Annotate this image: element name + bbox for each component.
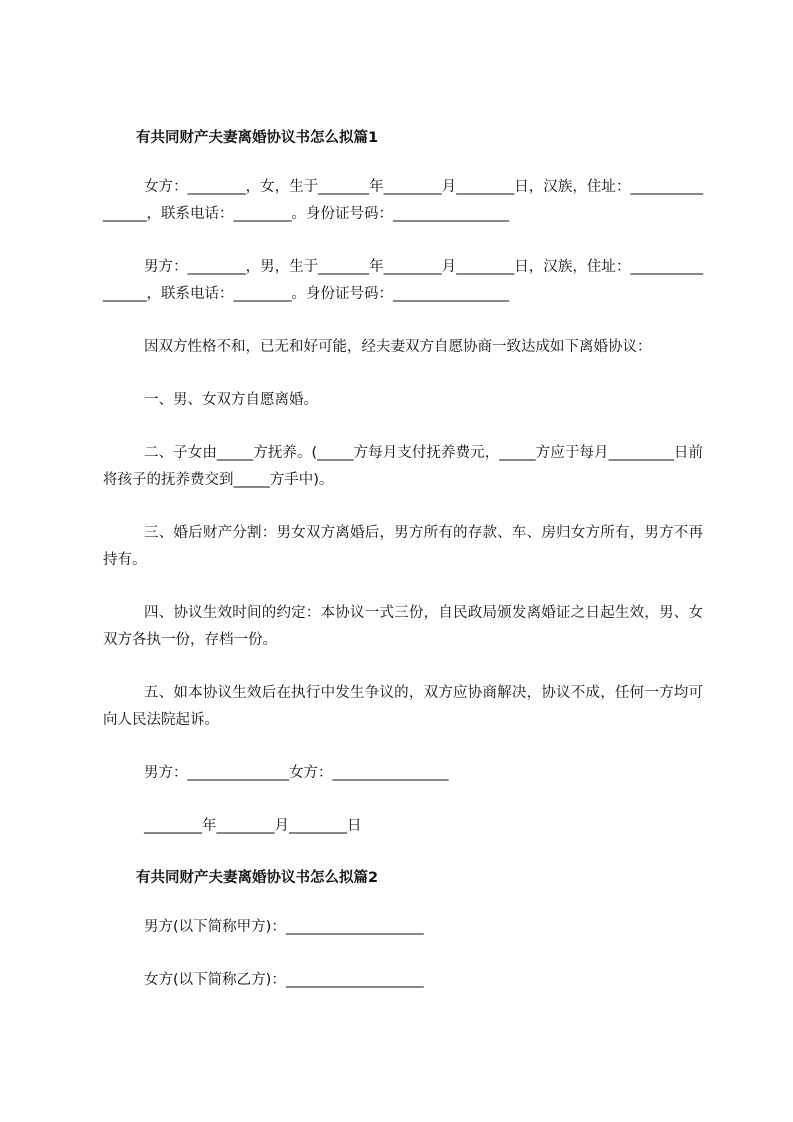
date-line: ________年________月________日 bbox=[144, 818, 362, 834]
party-b-line: 女方(以下简称乙方)：___________________ bbox=[144, 972, 424, 988]
clause-5-disputes: 五、如本协议生效后在执行中发生争议的，双方应协商解决，协议不成，任何一方均可向人民法院起诉。 bbox=[103, 685, 703, 728]
clause-4-effective-date: 四、协议生效时间的约定：本协议一式三份，自民政局颁发离婚证之日起生效，男、女双方各执一份，存档一份。 bbox=[103, 605, 703, 648]
male-party-info: 男方：________，男，生于_______年________月________日，汉族，住址：________________，联系电话：________。身份证号码：________________ bbox=[103, 259, 703, 302]
signature-line: 男方：______________女方：________________ bbox=[144, 765, 449, 781]
clause-3-property-division: 三、婚后财产分割：男女双方离婚后，男方所有的存款、车、房归女方所有，男方不再持有。 bbox=[103, 525, 703, 568]
section-2-title: 有共同财产夫妻离婚协议书怎么拟篇2 bbox=[136, 870, 379, 886]
female-party-info: 女方：________，女，生于_______年________月________日，汉族，住址：________________，联系电话：________。身份证号码：________________ bbox=[103, 179, 703, 222]
document-body bbox=[103, 128, 703, 994]
party-a-line: 男方(以下简称甲方)：___________________ bbox=[144, 919, 424, 935]
agreement-intro: 因双方性格不和，已无和好可能，经夫妻双方自愿协商一致达成如下离婚协议： bbox=[144, 339, 652, 355]
clause-2-child-custody: 二、子女由_____方抚养。(_____方每月支付抚养费元，_____方应于每月_________日前将孩子的抚养费交到_____方手中)。 bbox=[103, 445, 703, 488]
clause-1: 一、男、女双方自愿离婚。 bbox=[144, 392, 318, 408]
section-1-title: 有共同财产夫妻离婚协议书怎么拟篇1 bbox=[136, 130, 379, 146]
